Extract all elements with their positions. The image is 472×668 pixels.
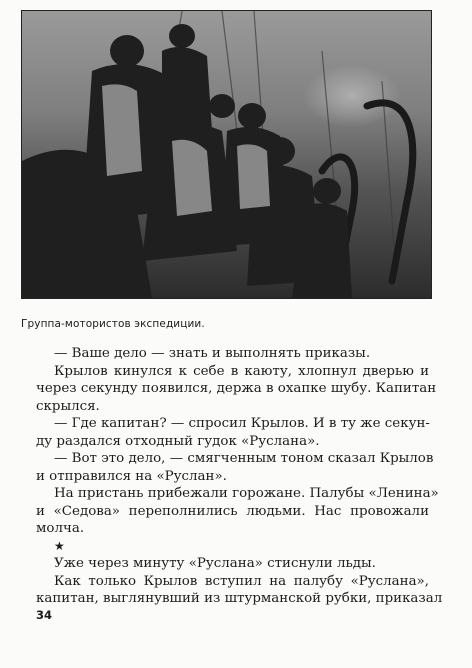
section-separator-icon: ★: [54, 538, 65, 553]
text-line: — Где капитан? — спросил Крылов. И в ту же секун-: [54, 416, 430, 431]
text-line: и «Седова» переполнились людьми. Нас провожали: [36, 503, 429, 519]
text-line: — Ваше дело — знать и выполнять приказы.: [54, 346, 371, 361]
text-line: через секунду появился, держа в охапке шубу. Капитан: [36, 381, 437, 396]
text-line: Как только Крылов вступил на палубу «Руслана»,: [54, 573, 429, 589]
text-line: На пристань прибежали горожане. Палубы «Ленина»: [54, 486, 439, 501]
expedition-photo: [21, 10, 432, 299]
text-line: ду раздался отходный гудок «Руслана».: [36, 433, 320, 449]
text-line: капитан, выглянувший из штурманской рубки, приказал: [36, 591, 443, 606]
text-line: Уже через минуту «Руслана» стиснули льды.: [54, 556, 376, 571]
text-line: Крылов кинулся к себе в каюту, хлопнул дверью и: [54, 363, 429, 379]
body-text: [36, 345, 443, 608]
photo-caption: Группа-мотористов экспедиции.: [21, 318, 205, 330]
text-line: и отправился на «Руслан».: [36, 468, 227, 484]
text-line: молча.: [36, 521, 85, 536]
text-line: скрылся.: [36, 398, 100, 414]
text-line: — Вот это дело, — смягченным тоном сказал Крылов: [54, 451, 434, 466]
page-number: 34: [36, 608, 53, 622]
